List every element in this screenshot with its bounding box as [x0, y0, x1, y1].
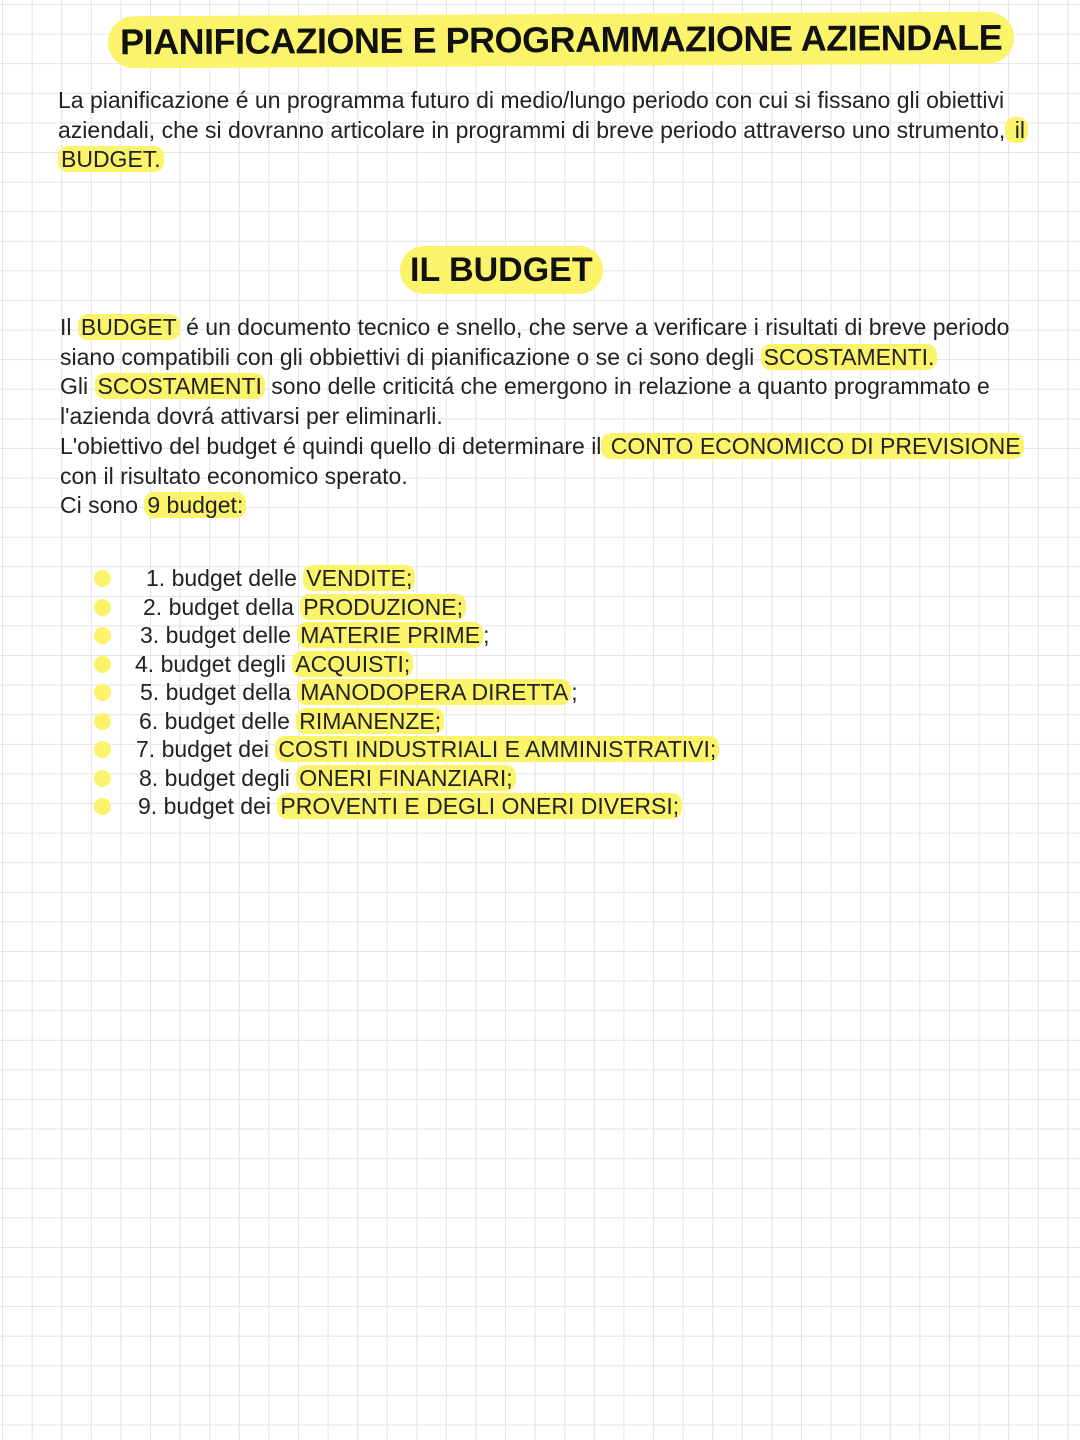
bullet-dot — [94, 798, 111, 815]
text-fragment: Il — [60, 314, 78, 340]
section-title — [400, 246, 603, 294]
bullet-dot — [94, 656, 111, 673]
text-fragment: L'obiettivo del budget é quindi quello di determinare il — [60, 432, 602, 459]
highlight-scostamenti-2: SCOSTAMENTI — [95, 373, 265, 399]
bullet-dot — [94, 741, 111, 758]
bullet-dot — [94, 599, 111, 616]
highlight-budget-count: 9 budget: — [144, 492, 246, 518]
highlight-scostamenti: SCOSTAMENTI. — [761, 344, 938, 370]
bullet-dot — [94, 713, 111, 730]
bullet-dot — [94, 770, 111, 787]
budget-definition-sentence — [60, 313, 1060, 372]
text-fragment: Ci sono — [60, 492, 145, 519]
text-fragment: é un documento tecnico e snello, che serve a verificare i risultati di breve periodo siano compatibili con gli obbiettivi di pianificazione o se ci sono degli — [60, 314, 1010, 370]
highlight-conto-economico: CONTO ECONOMICO DI PREVISIONE — [601, 433, 1023, 459]
text-fragment: Gli — [60, 373, 95, 400]
text-fragment: con il risultato economico sperato. — [60, 462, 408, 489]
section-title-text: IL BUDGET — [400, 246, 603, 294]
intro-text: La pianificazione é un programma futuro di medio/lungo periodo con cui si fissano gli obiettivi aziendali, che si dovranno articolare in programmi di breve periodo attraverso uno strumento, — [58, 87, 1006, 143]
bullet-dot — [94, 627, 111, 644]
scostamenti-sentence — [60, 372, 1060, 431]
count-sentence — [60, 491, 1060, 521]
budget-paragraph — [60, 313, 1060, 521]
objective-sentence — [60, 432, 1060, 491]
page-title — [104, 14, 1018, 66]
bullet-dot — [94, 570, 111, 587]
page-title-text: PIANIFICAZIONE E PROGRAMMAZIONE AZIENDALE — [108, 12, 1014, 69]
intro-highlight: il BUDGET. — [58, 117, 1028, 173]
intro-paragraph — [58, 86, 1028, 175]
highlight-budget: BUDGET — [78, 314, 180, 340]
text-fragment: sono delle criticitá che emergono in relazione a quanto programmato e l'azienda dovrá attivarsi per eliminarli. — [60, 373, 990, 430]
bullet-dot — [94, 684, 111, 701]
